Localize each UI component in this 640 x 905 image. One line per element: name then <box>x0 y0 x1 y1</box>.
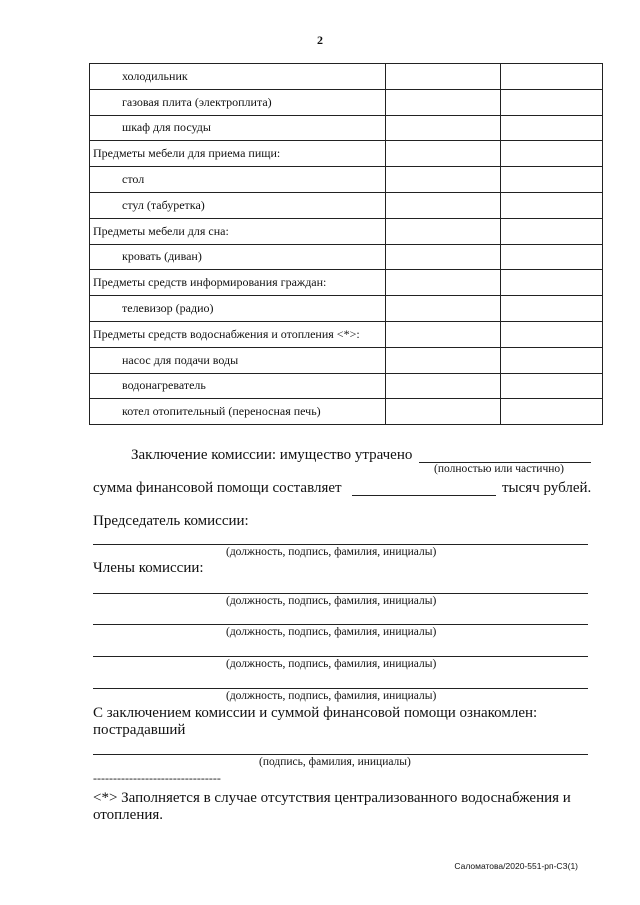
value-cell[interactable] <box>500 115 603 141</box>
item-cell <box>90 373 386 399</box>
item-cell <box>90 399 386 425</box>
table-row <box>90 89 603 115</box>
chairman-signature-hint: (должность, подпись, фамилия, инициалы) <box>226 546 437 558</box>
table-row <box>90 347 603 373</box>
item-cell <box>90 192 386 218</box>
item-label: телевизор (радио) <box>122 301 214 316</box>
value-cell[interactable] <box>386 89 500 115</box>
value-cell[interactable] <box>500 321 603 347</box>
item-cell <box>90 347 386 373</box>
footnote-text-line-1: <*> Заполняется в случае отсутствия централизованного водоснабжения и <box>93 790 571 806</box>
category-cell <box>90 141 386 167</box>
value-cell[interactable] <box>500 347 603 373</box>
item-cell <box>90 244 386 270</box>
value-cell[interactable] <box>386 296 500 322</box>
category-label: Предметы средств водоснабжения и отопления <*>: <box>93 326 360 341</box>
value-cell[interactable] <box>386 270 500 296</box>
value-cell[interactable] <box>500 244 603 270</box>
value-cell[interactable] <box>386 218 500 244</box>
chairman-label: Председатель комиссии: <box>93 513 249 529</box>
value-cell[interactable] <box>386 64 500 90</box>
member-signature-line-1[interactable] <box>93 593 588 594</box>
category-label: Предметы средств информирования граждан: <box>93 275 327 290</box>
value-cell[interactable] <box>500 192 603 218</box>
item-cell <box>90 64 386 90</box>
members-label: Члены комиссии: <box>93 560 204 576</box>
value-cell[interactable] <box>386 167 500 193</box>
table-row <box>90 399 603 425</box>
item-label: кровать (диван) <box>122 249 202 264</box>
conclusion-text: Заключение комиссии: имущество утрачено <box>131 447 413 463</box>
item-label: газовая плита (электроплита) <box>122 94 272 109</box>
value-cell[interactable] <box>500 399 603 425</box>
value-cell[interactable] <box>500 373 603 399</box>
aid-sum-unit: тысяч рублей. <box>502 480 592 496</box>
value-cell[interactable] <box>386 347 500 373</box>
member-signature-line-3[interactable] <box>93 656 588 657</box>
footnote-separator: -------------------------------- <box>93 771 221 785</box>
item-cell <box>90 115 386 141</box>
item-label: котел отопительный (переносная печь) <box>122 404 321 419</box>
item-label: насос для подачи воды <box>122 352 239 367</box>
victim-signature-hint: (подпись, фамилия, инициалы) <box>259 756 411 768</box>
table-row <box>90 192 603 218</box>
page-number: 2 <box>317 33 323 47</box>
table-row <box>90 115 603 141</box>
category-cell <box>90 270 386 296</box>
value-cell[interactable] <box>500 270 603 296</box>
value-cell[interactable] <box>500 64 603 90</box>
table-row <box>90 64 603 90</box>
victim-signature-line[interactable] <box>93 754 588 755</box>
table-row <box>90 218 603 244</box>
table-row <box>90 167 603 193</box>
document-id: Саломатова/2020-551-рп-СЗ(1) <box>454 861 578 871</box>
value-cell[interactable] <box>500 296 603 322</box>
value-cell[interactable] <box>386 321 500 347</box>
item-label: водонагреватель <box>122 378 206 393</box>
aid-sum-label: сумма финансовой помощи составляет <box>93 480 342 496</box>
item-label: шкаф для посуды <box>122 120 211 135</box>
table-row <box>90 270 603 296</box>
table-row <box>90 296 603 322</box>
value-cell[interactable] <box>386 115 500 141</box>
member-signature-hint-3: (должность, подпись, фамилия, инициалы) <box>226 658 437 670</box>
value-cell[interactable] <box>500 218 603 244</box>
item-label: холодильник <box>122 68 188 83</box>
aid-sum-fill-line[interactable] <box>352 495 496 496</box>
category-label: Предметы мебели для сна: <box>93 223 229 238</box>
value-cell[interactable] <box>500 167 603 193</box>
value-cell[interactable] <box>386 373 500 399</box>
category-cell <box>90 321 386 347</box>
chairman-signature-line[interactable] <box>93 544 588 545</box>
table-row <box>90 321 603 347</box>
item-cell <box>90 167 386 193</box>
value-cell[interactable] <box>386 192 500 218</box>
member-signature-hint-2: (должность, подпись, фамилия, инициалы) <box>226 626 437 638</box>
value-cell[interactable] <box>386 141 500 167</box>
member-signature-line-2[interactable] <box>93 624 588 625</box>
conclusion-hint: (полностью или частично) <box>434 463 564 475</box>
table-row <box>90 141 603 167</box>
table-row <box>90 244 603 270</box>
value-cell[interactable] <box>386 399 500 425</box>
victim-label: пострадавший <box>93 722 186 738</box>
member-signature-hint-4: (должность, подпись, фамилия, инициалы) <box>226 690 437 702</box>
property-table <box>89 63 603 425</box>
footnote-text-line-2: отопления. <box>93 807 164 823</box>
item-cell <box>90 89 386 115</box>
table-row <box>90 373 603 399</box>
member-signature-line-4[interactable] <box>93 688 588 689</box>
acknowledgement-text: С заключением комиссии и суммой финансовой помощи ознакомлен: <box>93 705 538 721</box>
member-signature-hint-1: (должность, подпись, фамилия, инициалы) <box>226 595 437 607</box>
category-label: Предметы мебели для приема пищи: <box>93 146 281 161</box>
item-cell <box>90 296 386 322</box>
category-cell <box>90 218 386 244</box>
value-cell[interactable] <box>500 89 603 115</box>
value-cell[interactable] <box>500 141 603 167</box>
item-label: стол <box>122 172 145 187</box>
value-cell[interactable] <box>386 244 500 270</box>
item-label: стул (табуретка) <box>122 197 205 212</box>
